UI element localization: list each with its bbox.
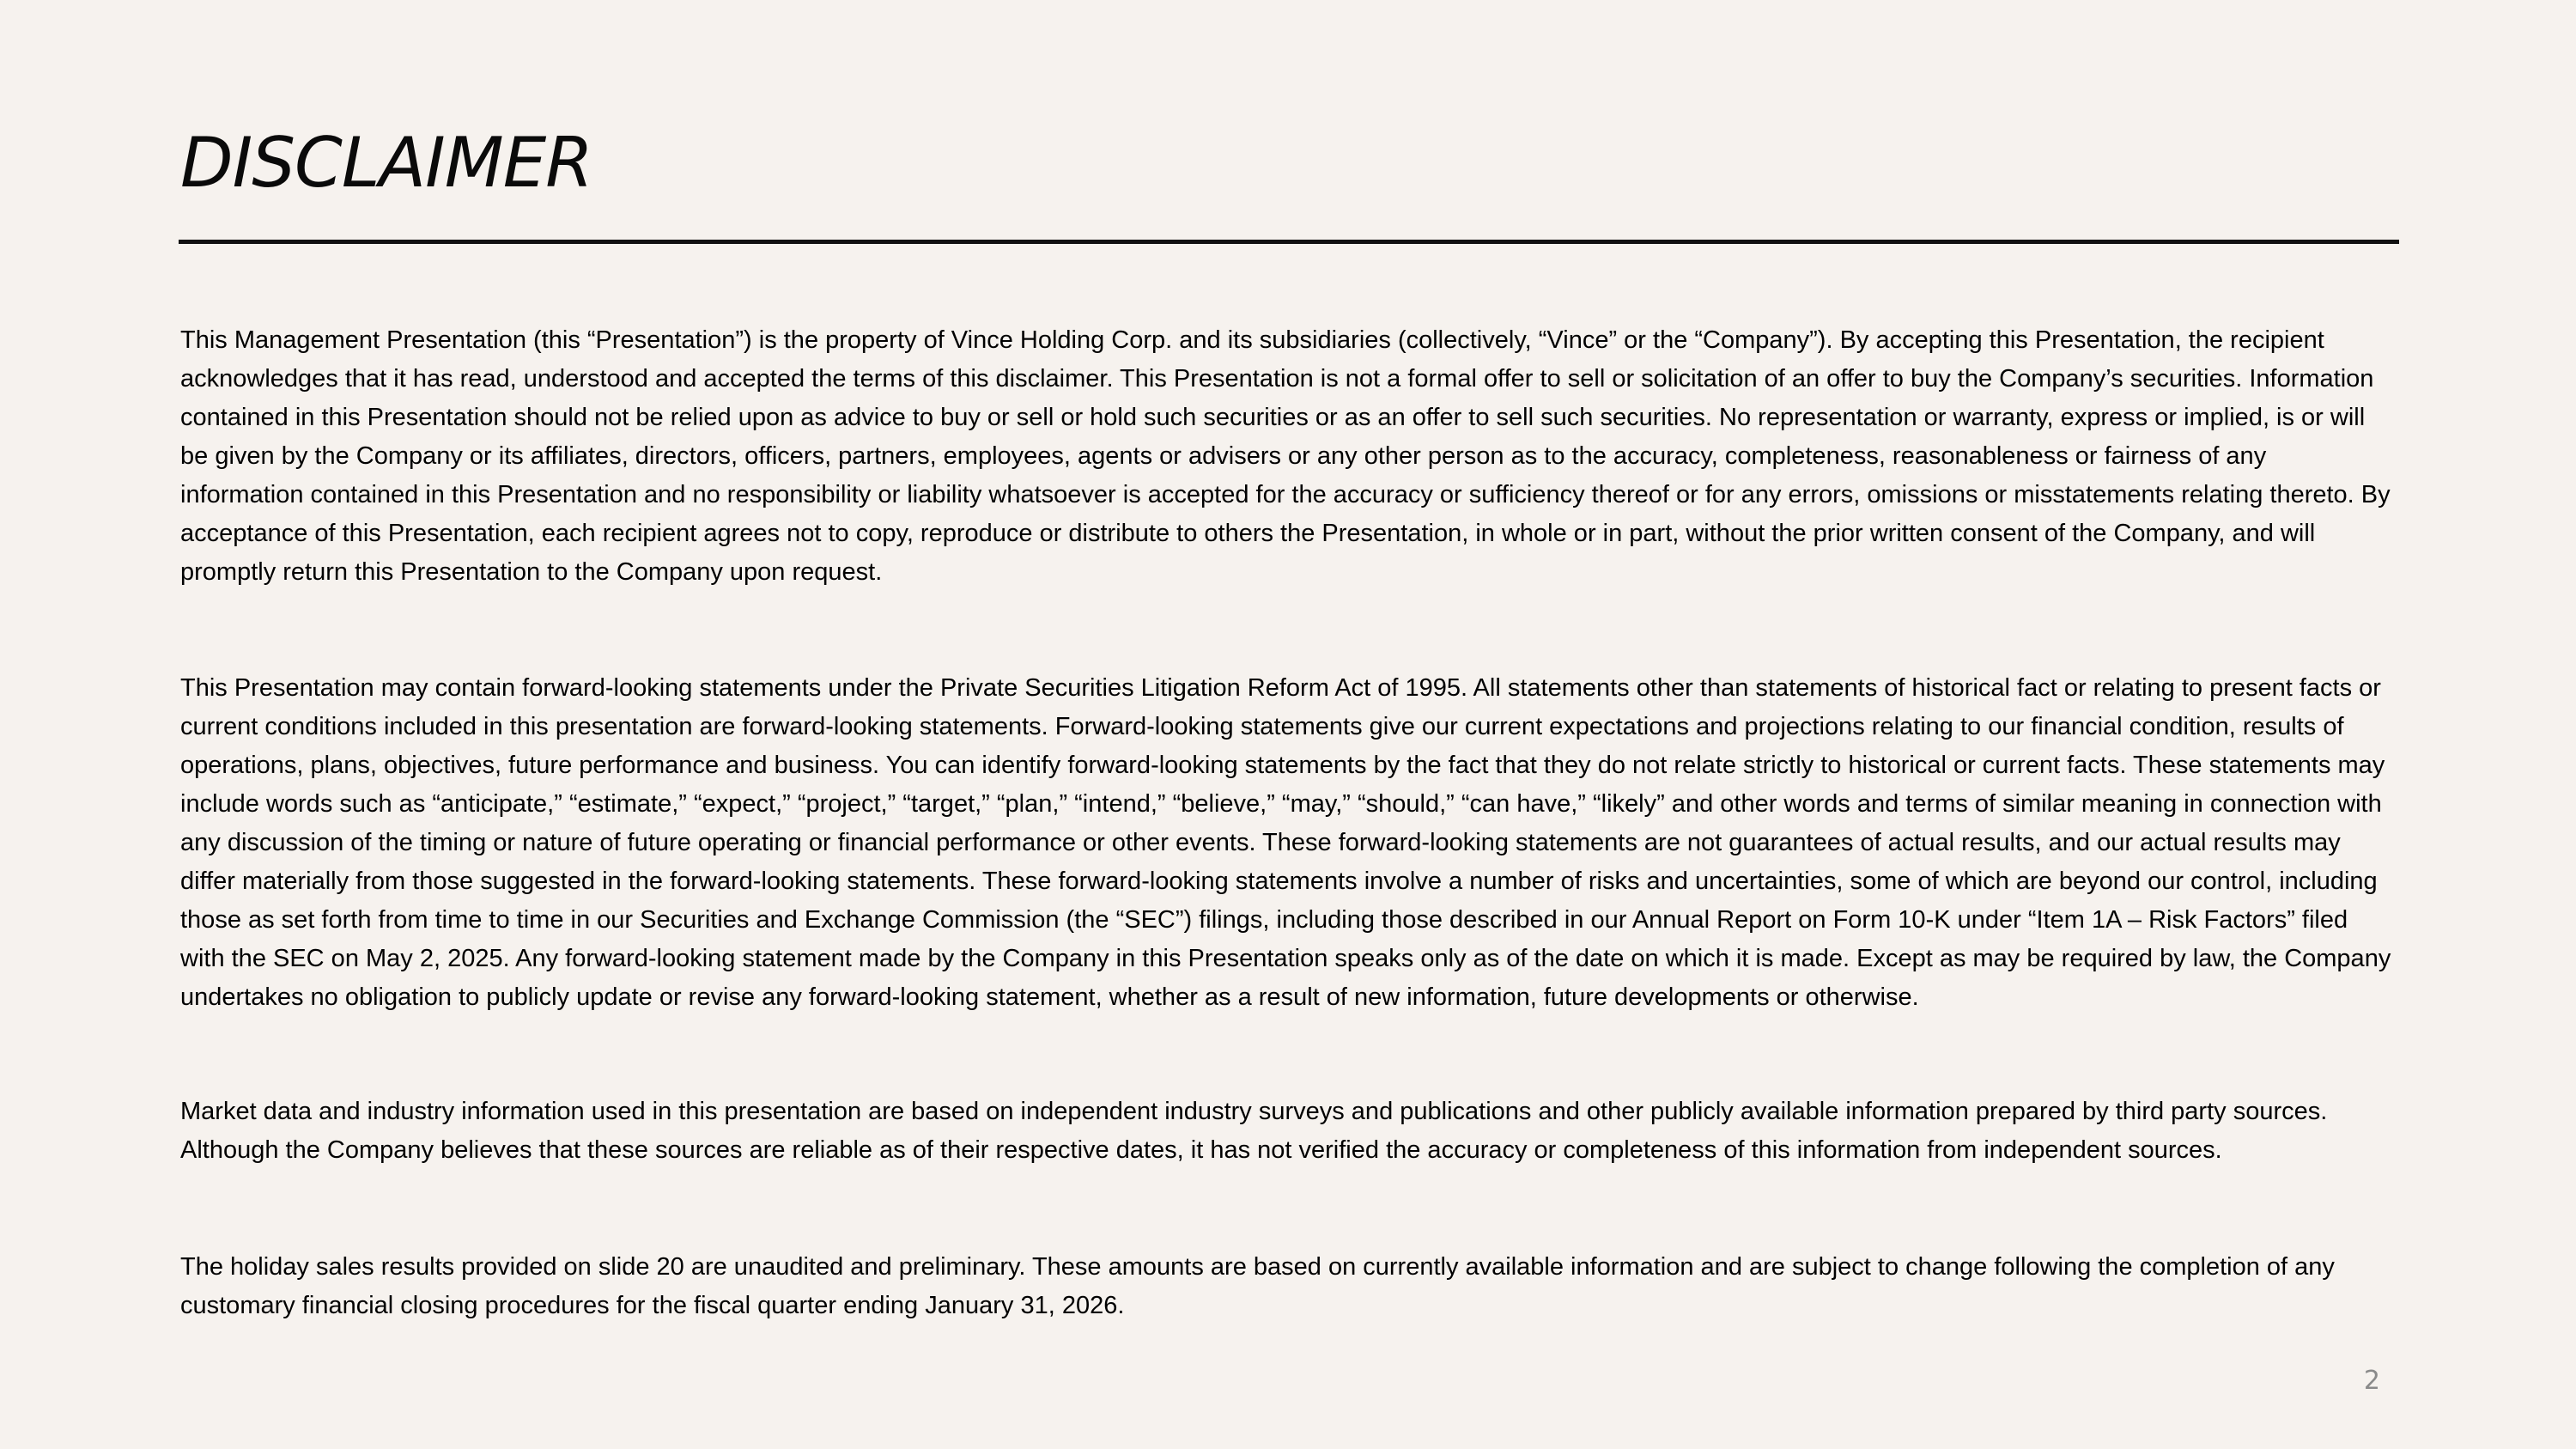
disclaimer-paragraph-forward-looking: This Presentation may contain forward-looking statements under the Private Securities Litigation Reform Act of 1995. All statements other than statements of historical fact or relating to present facts or current conditions included in this presentation are forward-looking statements. Forward-looking statements give our current expectations and projections relating to our financial condition, results of operations, plans, objectives, future performance and business. You can identify forward-looking statements by the fact that they do not relate strictly to historical or current facts. These statements may include words such as “anticipate,” “estimate,” “expect,” “project,” “target,” “plan,” “intend,” “believe,” “may,” “should,” “can have,” “likely” and other words and terms of similar meaning in connection with any discussion of the timing or nature of future operating or financial performance or other events. These forward-looking statements are not guarantees of actual results, and our actual results may differ materially from those suggested in the forward-looking statements. These forward-looking statements involve a number of risks and uncertainties, some of which are beyond our control, including those as set forth from time to time in our Securities and Exchange Commission (the “SEC”) filings, including those described in our Annual Report on Form 10-K under “Item 1A – Risk Factors” filed with the SEC on May 2, 2025. Any forward-looking statement made by the Company in this Presentation speaks only as of the date on which it is made. Except as may be required by law, the Company undertakes no obligation to publicly update or revise any forward-looking statement, whether as a result of new information, future developments or otherwise. (180, 674, 2391, 1011)
page-number: 2 (2363, 1366, 2380, 1396)
disclaimer-paragraph-holiday-sales: The holiday sales results provided on slide 20 are unaudited and preliminary. These amounts are based on currently available information and are subject to change following the completion of any customary financial closing procedures for the fiscal quarter ending January 31, 2026. (180, 1253, 2335, 1319)
disclaimer-paragraph-market-data: Market data and industry information used in this presentation are based on independent industry surveys and publications and other publicly available information prepared by third party sources. Although the Company believes that these sources are reliable as of their respective dates, it has not verified the accuracy or completeness of this information from independent sources. (180, 1098, 2328, 1164)
page-title: DISCLAIMER (180, 123, 592, 203)
disclaimer-paragraph-property: This Management Presentation (this “Presentation”) is the property of Vince Holding Corp. and its subsidiaries (collectively, “Vince” or the “Company”). By accepting this Presentation, the recipient acknowledges that it has read, understood and accepted the terms of this disclaimer. This Presentation is not a formal offer to sell or solicitation of an offer to buy the Company’s securities. Information contained in this Presentation should not be relied upon as advice to buy or sell or hold such securities or as an offer to sell such securities. No representation or warranty, express or implied, is or will be given by the Company or its affiliates, directors, officers, partners, employees, agents or advisers or any other person as to the accuracy, completeness, reasonableness or fairness of any information contained in this Presentation and no responsibility or liability whatsoever is accepted for the accuracy or sufficiency thereof or for any errors, omissions or misstatements relating thereto. By acceptance of this Presentation, each recipient agrees not to copy, reproduce or distribute to others the Presentation, in whole or in part, without the prior written consent of the Company, and will promptly return this Presentation to the Company upon request. (180, 326, 2391, 586)
title-divider (179, 240, 2399, 244)
